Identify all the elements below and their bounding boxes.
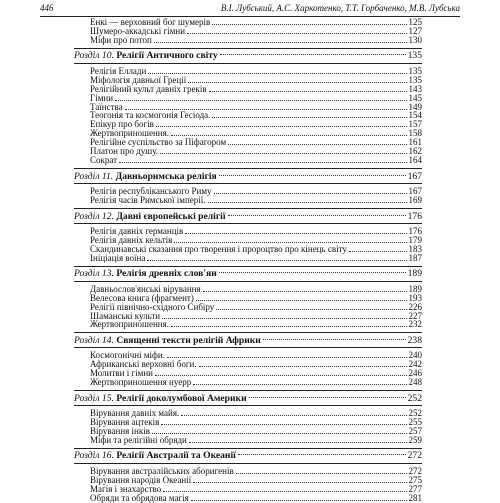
dot-leader	[199, 366, 407, 367]
entry-title: Ініціація воїна	[90, 252, 146, 263]
dot-leader	[193, 384, 406, 385]
page-number-ref: 255	[408, 417, 422, 428]
dot-leader	[214, 193, 407, 194]
page-number-ref: 193	[408, 292, 422, 303]
toc-section-heading	[74, 168, 422, 184]
page-number-ref: 167	[407, 170, 422, 182]
page-number-ref: 135	[407, 50, 422, 62]
entry-title: Вірування давніх майя.	[90, 408, 180, 419]
page-number-ref: 167	[408, 186, 422, 197]
page-number-ref: 189	[408, 283, 422, 294]
page-number-ref: 277	[408, 483, 422, 494]
toc-entry	[90, 36, 422, 45]
page-number-ref: 145	[408, 92, 422, 103]
page-number-ref: 272	[407, 450, 422, 462]
page-number-ref: 176	[408, 225, 422, 236]
entry-title: Таїнства	[90, 101, 123, 112]
entry-title: Жертвоприношення нуерр	[90, 377, 192, 388]
toc-entry	[90, 94, 422, 103]
dot-leader	[185, 233, 406, 234]
entry-title: Давньослов'янські вірування	[90, 283, 201, 294]
dot-leader	[209, 91, 407, 92]
section-label: Розділ 16.	[74, 450, 114, 462]
page-number-ref: 252	[408, 408, 422, 419]
page-number-ref: 157	[408, 119, 422, 130]
page-number-ref: 162	[408, 146, 422, 157]
entry-title: Епікур про богів	[90, 119, 154, 130]
entry-title: Релігія часів Римської імперії.	[90, 195, 206, 205]
toc-entry	[90, 196, 422, 205]
entry-title: Жертвоприношення.	[90, 128, 170, 139]
toc-section-heading	[74, 448, 422, 464]
section-label: Розділ 15.	[74, 392, 114, 404]
section-name: Давньоримська релігія	[115, 170, 217, 182]
page-header	[40, 3, 460, 17]
page-number-ref: 259	[408, 434, 422, 445]
dot-leader	[238, 454, 406, 455]
page-number-ref: 176	[407, 210, 422, 222]
entry-title: Вірування ацтеків	[90, 417, 160, 428]
page-number-ref: 135	[408, 65, 422, 76]
page-number-ref: 149	[408, 101, 422, 112]
entry-title: Вірування народів Океанії	[90, 474, 192, 485]
dot-leader	[171, 135, 406, 136]
dot-leader	[119, 162, 406, 163]
dot-leader	[249, 397, 406, 398]
page-number-ref: 252	[407, 392, 422, 404]
section-label: Розділ 14.	[74, 334, 114, 346]
toc-entry	[90, 378, 422, 387]
entry-title: Молитви і гімни	[90, 368, 153, 379]
toc-entry	[90, 85, 422, 94]
toc-entry	[90, 147, 422, 156]
section-name: Священні тексти релігій Африки	[116, 334, 261, 346]
page-number-ref: 246	[408, 368, 422, 379]
page-number-ref: 164	[408, 155, 422, 166]
entry-title: Релігії північно-східного Сибіру	[90, 301, 215, 312]
section-title	[74, 269, 217, 278]
entry-title: Платон про душу.	[90, 146, 159, 157]
dot-leader	[196, 300, 407, 301]
dot-leader	[155, 375, 407, 376]
page-number-ref: 240	[408, 350, 422, 361]
toc-section-heading	[74, 266, 422, 282]
section-label: Розділ 10.	[74, 50, 114, 62]
dot-leader	[161, 424, 406, 425]
dot-leader	[189, 442, 407, 443]
toc-section-heading	[74, 208, 422, 224]
entry-title: Теогонія та космогонія Гесіода.	[90, 110, 211, 121]
page-number-ref: 281	[408, 492, 422, 503]
entry-title: Велесова книга (фрагмент)	[90, 292, 194, 303]
dot-leader	[160, 153, 406, 154]
section-label: Розділ 11.	[74, 170, 114, 182]
page-number-ref: 187	[408, 252, 422, 263]
page-number-ref: 154	[408, 110, 422, 121]
entry-title: Релігія Еллади	[90, 65, 147, 76]
dot-leader	[228, 144, 406, 145]
dot-leader	[115, 100, 406, 101]
page-number-ref: 179	[408, 234, 422, 245]
dot-leader	[125, 109, 407, 110]
entry-title: Магія і знахарство	[90, 483, 162, 494]
entry-title: Гімни	[90, 92, 114, 103]
toc-entry	[90, 436, 422, 445]
section-title	[74, 394, 247, 403]
section-title	[74, 336, 261, 345]
section-title	[74, 172, 217, 181]
page-number-ref: 189	[407, 268, 422, 280]
entry-title: Релігія давніх кельтів	[90, 234, 173, 245]
dot-leader	[212, 24, 406, 25]
dot-leader	[349, 251, 407, 252]
page-number-ref: 135	[408, 74, 422, 85]
page-number: 446	[40, 3, 54, 13]
page-number-ref: 158	[408, 128, 422, 139]
page-number-ref: 143	[408, 83, 422, 94]
page-number-ref: 227	[408, 310, 422, 321]
dot-leader	[152, 433, 407, 434]
page-number-ref: 242	[408, 359, 422, 370]
dot-leader	[187, 33, 406, 34]
toc-section-heading	[74, 390, 422, 406]
entry-title: Енкі — верховний бог шумерів	[90, 16, 211, 27]
entry-title: Вірування інків	[90, 426, 150, 436]
section-label: Розділ 12.	[74, 210, 114, 222]
toc-entry	[90, 156, 422, 165]
entry-title: Обряди та обрядова магія	[90, 492, 189, 503]
dot-leader	[220, 54, 406, 55]
entry-title: Сократ	[90, 155, 118, 166]
dot-leader	[188, 82, 406, 83]
entry-title: Міфи та релігійні обряди	[90, 434, 187, 445]
dot-leader	[219, 272, 406, 273]
page-number-ref: 127	[408, 25, 422, 36]
entry-title: Шаманські культи	[90, 310, 161, 321]
page-number-ref: 226	[408, 301, 422, 312]
dot-leader	[174, 242, 406, 243]
page-number-ref: 257	[408, 426, 422, 436]
toc-section-heading	[74, 48, 422, 64]
entry-title: Релігійне суспільство за Піфагором	[90, 137, 227, 148]
dot-leader	[156, 126, 407, 127]
section-name: Релігії Австралії та Океанії	[116, 450, 236, 462]
toc-section-heading	[74, 332, 422, 348]
dot-leader	[216, 309, 406, 310]
section-title	[74, 51, 218, 60]
dot-leader	[163, 491, 406, 492]
entry-title: Релігія давніх германців	[90, 225, 184, 236]
dot-leader	[154, 42, 407, 43]
entry-title: Релігія республіканського Риму	[90, 186, 212, 197]
dot-leader	[228, 215, 406, 216]
entry-title: Жертвоприношення.	[90, 319, 170, 330]
dot-leader	[212, 117, 406, 118]
page-number-ref: 169	[408, 195, 422, 205]
dot-leader	[148, 73, 406, 74]
dot-leader	[208, 202, 407, 203]
toc-entry	[90, 321, 422, 330]
entry-title: Скандинавські сказання про творення і пророцтво про кінець світу	[90, 243, 347, 254]
section-name: Релігії Античного світу	[116, 50, 218, 62]
section-title	[74, 451, 236, 460]
entry-title: Шумеро-аккадські гімни	[90, 25, 186, 36]
dot-leader	[236, 473, 407, 474]
dot-leader	[203, 291, 407, 292]
dot-leader	[181, 415, 406, 416]
toc-entry	[90, 254, 422, 263]
page-number-ref: 161	[408, 137, 422, 148]
dot-leader	[193, 482, 406, 483]
entry-title: Вірування австралійських аборигенів	[90, 465, 234, 476]
entry-title: Міфи про потоп	[90, 34, 152, 45]
page-number-ref: 238	[407, 334, 422, 346]
entry-title: Африканські верховні боги.	[90, 359, 197, 370]
page-number-ref: 275	[408, 474, 422, 485]
page-number-ref: 125	[408, 16, 422, 27]
page-number-ref: 130	[408, 34, 422, 45]
toc-entry	[90, 494, 422, 503]
entry-title: Релігійний культ давніх греків	[90, 83, 207, 94]
section-name: Релігії доколумбової Америки	[116, 392, 247, 404]
dot-leader	[219, 175, 406, 176]
section-label: Розділ 13.	[74, 268, 114, 280]
page-number-ref: 248	[408, 377, 422, 388]
dot-leader	[147, 260, 406, 261]
dot-leader	[263, 339, 406, 340]
entry-title: Космогонічні міфи.	[90, 350, 165, 361]
section-title	[74, 212, 226, 221]
page-number-ref: 272	[408, 465, 422, 476]
dot-leader	[171, 326, 406, 327]
section-name: Релігія древніх слов'ян	[116, 268, 217, 280]
section-name: Давні європейські релігії	[116, 210, 226, 222]
running-authors: В.І. Лубський, А.С. Харкотенко, Т.Т. Горбаченко, М.В. Лубська	[220, 3, 460, 13]
table-of-contents	[74, 16, 422, 503]
dot-leader	[162, 318, 406, 319]
page-number-ref: 232	[408, 319, 422, 330]
page-number-ref: 183	[408, 243, 422, 254]
entry-title: Міфологія давньої Греції	[90, 74, 187, 85]
dot-leader	[167, 357, 407, 358]
